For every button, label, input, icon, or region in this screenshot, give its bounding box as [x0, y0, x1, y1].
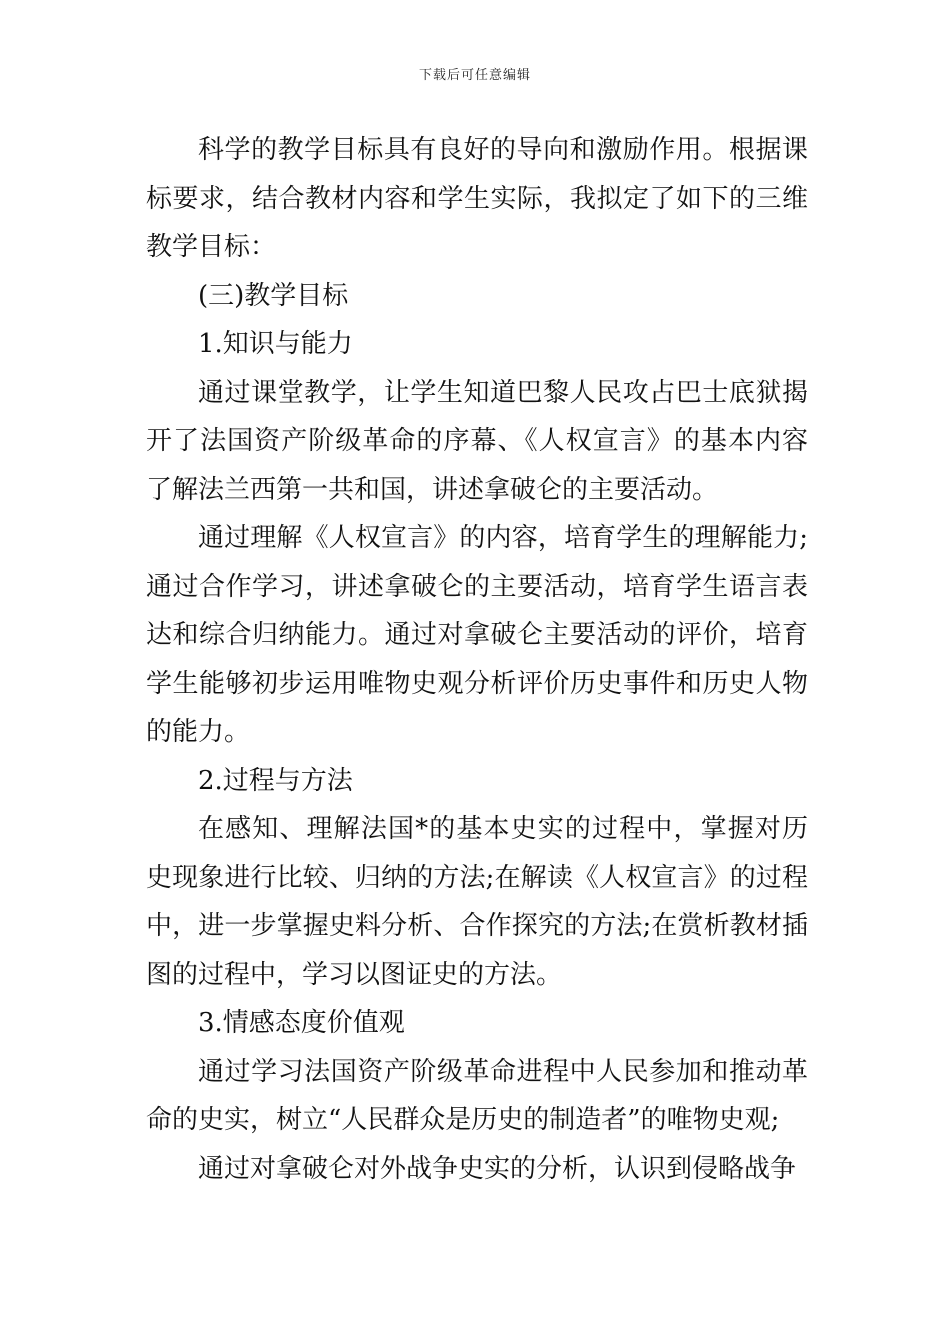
document-body: [146, 126, 808, 1193]
values-paragraph-2: 通过对拿破仑对外战争史实的分析，认识到侵略战争: [198, 1153, 797, 1184]
subheading-process-method: 2.过程与方法: [198, 765, 353, 796]
ability-paragraph: 通过理解《人权宣言》的内容，培育学生的理解能力;通过合作学习，讲述拿破仑的主要活动，培育学生语言表达和综合归纳能力。通过对拿破仑主要活动的评价，培育学生能够初步运用唯物史观分析评价历史事件和历史人物的能力。: [146, 523, 808, 747]
process-paragraph: 在感知、理解法国*的基本史实的过程中，掌握对历史现象进行比较、归纳的方法;在解读《人权宣言》的过程中，进一步掌握史料分析、合作探究的方法;在赏析教材插图的过程中，学习以图证史的方法。: [146, 814, 808, 990]
subheading-knowledge-ability: 1.知识与能力: [198, 329, 353, 359]
values-paragraph-1: 通过学习法国资产阶级革命进程中人民参加和推动革命的史实，树立“人民群众是历史的制造者”的唯物史观;: [146, 1056, 808, 1135]
page-header: 下载后可任意编辑: [418, 68, 531, 83]
section-heading-teaching-goals: (三)教学目标: [198, 280, 349, 311]
knowledge-paragraph: 通过课堂教学，让学生知道巴黎人民攻占巴士底狱揭开了法国资产阶级革命的序幕、《人权宣言》的基本内容了解法兰西第一共和国，讲述拿破仑的主要活动。: [146, 377, 808, 505]
subheading-emotion-values: 3.情感态度价值观: [198, 1008, 405, 1038]
intro-paragraph: 科学的教学目标具有良好的导向和激励作用。根据课标要求，结合教材内容和学生实际，我拟定了如下的三维教学目标：: [146, 135, 808, 262]
